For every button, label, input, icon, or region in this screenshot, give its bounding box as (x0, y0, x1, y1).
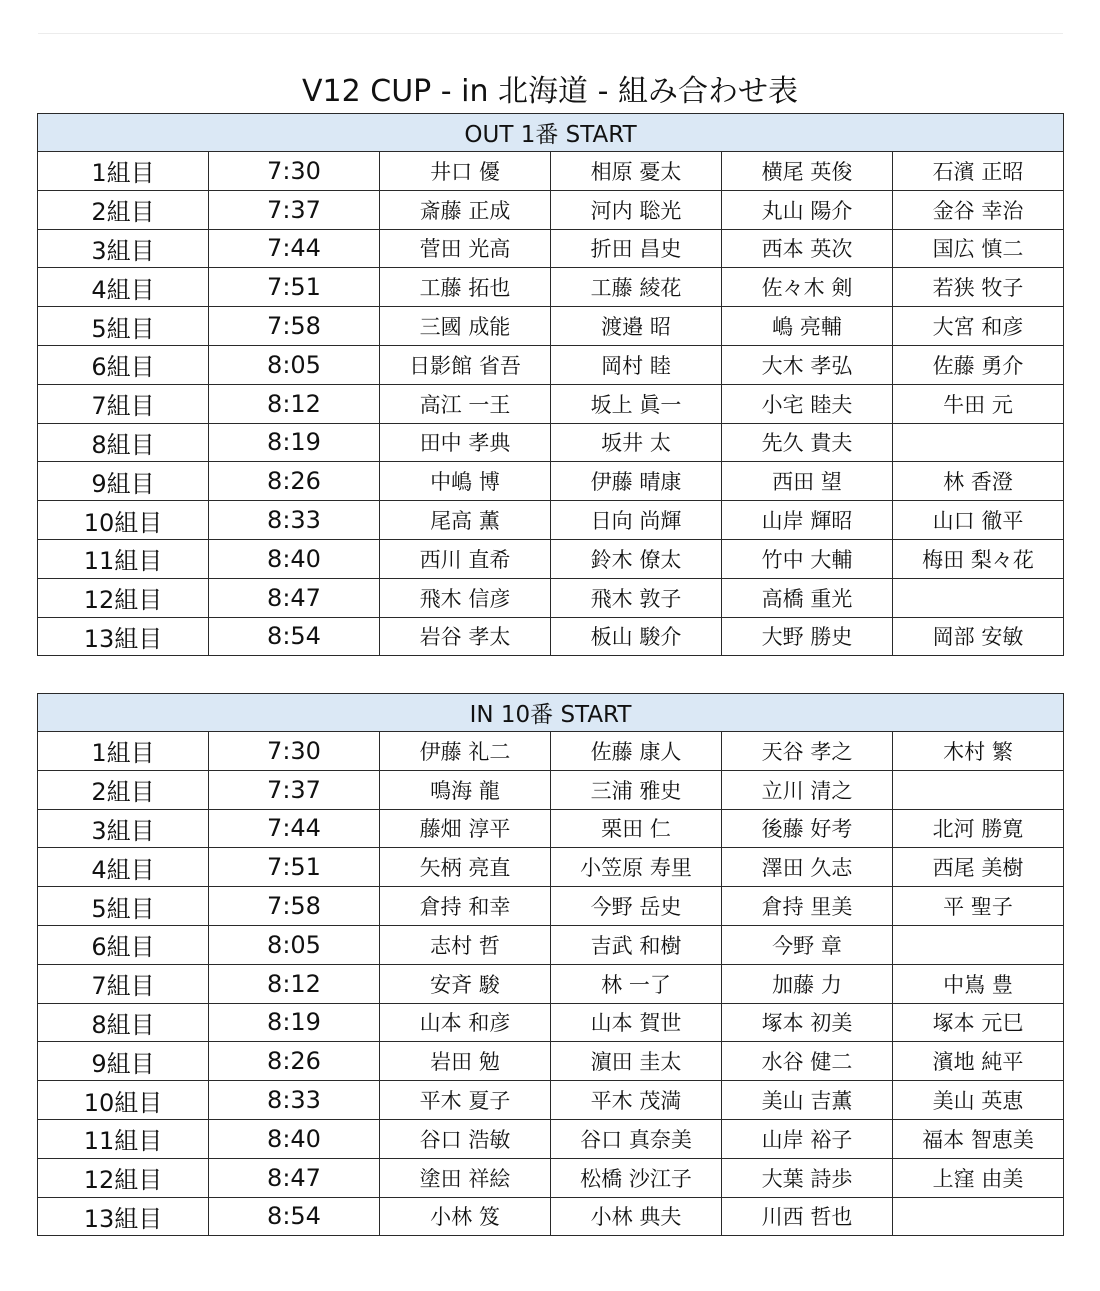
page-title: V12 CUP - in 北海道 - 組み合わせ表 (302, 74, 798, 110)
group-number: 3組目 (38, 809, 209, 848)
pairing-row (38, 1197, 1064, 1236)
player-name: 濵田 圭太 (551, 1042, 722, 1081)
player-name: 梅田 梨々花 (893, 539, 1064, 578)
player-name: 大宮 和彦 (893, 307, 1064, 346)
group-number: 3組目 (38, 229, 209, 268)
section-heading: OUT 1番 START (38, 114, 1064, 152)
player-name: 飛木 信彦 (380, 578, 551, 617)
player-name: 志村 哲 (380, 925, 551, 964)
pairing-row (38, 887, 1064, 926)
group-number: 4組目 (38, 848, 209, 887)
group-number: 6組目 (38, 925, 209, 964)
pairing-row (38, 307, 1064, 346)
player-name: 日向 尚輝 (551, 501, 722, 540)
tee-time: 7:30 (209, 152, 380, 191)
player-name: 山岸 輝昭 (722, 501, 893, 540)
player-name: 濱地 純平 (893, 1042, 1064, 1081)
player-name: 栗田 仁 (551, 809, 722, 848)
player-name: 平木 茂満 (551, 1081, 722, 1120)
player-name: 中嶋 博 (380, 462, 551, 501)
tee-time: 7:51 (209, 848, 380, 887)
group-number: 1組目 (38, 732, 209, 771)
player-name: 林 香澄 (893, 462, 1064, 501)
player-name: 吉武 和樹 (551, 925, 722, 964)
player-name: 伊藤 晴康 (551, 462, 722, 501)
player-name (893, 770, 1064, 809)
group-number: 1組目 (38, 152, 209, 191)
tee-time: 7:44 (209, 809, 380, 848)
player-name: 西本 英次 (722, 229, 893, 268)
player-name: 小笠原 寿里 (551, 848, 722, 887)
player-name: 牛田 元 (893, 384, 1064, 423)
player-name: 谷口 真奈美 (551, 1119, 722, 1158)
group-number: 11組目 (38, 539, 209, 578)
player-name: 三浦 雅史 (551, 770, 722, 809)
player-name: 飛木 敦子 (551, 578, 722, 617)
player-name: 西尾 美樹 (893, 848, 1064, 887)
group-number: 8組目 (38, 1003, 209, 1042)
player-name: 坂井 太 (551, 423, 722, 462)
pairing-row (38, 617, 1064, 656)
player-name: 岩谷 孝太 (380, 617, 551, 656)
player-name: 塚本 元巳 (893, 1003, 1064, 1042)
pairing-row (38, 462, 1064, 501)
tee-time: 7:58 (209, 307, 380, 346)
pairing-row (38, 809, 1064, 848)
player-name: 工藤 拓也 (380, 268, 551, 307)
player-name: 倉持 和幸 (380, 887, 551, 926)
player-name: 坂上 眞一 (551, 384, 722, 423)
tee-time: 8:26 (209, 1042, 380, 1081)
player-name: 松橋 沙江子 (551, 1158, 722, 1197)
pairing-row (38, 152, 1064, 191)
player-name (893, 925, 1064, 964)
tee-time: 8:33 (209, 501, 380, 540)
player-name: 澤田 久志 (722, 848, 893, 887)
pairing-row (38, 848, 1064, 887)
section-header-row (38, 694, 1064, 732)
player-name: 福本 智恵美 (893, 1119, 1064, 1158)
pairing-row (38, 1119, 1064, 1158)
tee-time: 7:37 (209, 770, 380, 809)
player-name: 鳴海 龍 (380, 770, 551, 809)
player-name: 水谷 健二 (722, 1042, 893, 1081)
player-name: 塗田 祥絵 (380, 1158, 551, 1197)
player-name: 高橋 重光 (722, 578, 893, 617)
tee-time: 8:05 (209, 345, 380, 384)
group-number: 12組目 (38, 578, 209, 617)
group-number: 13組目 (38, 617, 209, 656)
player-name: 塚本 初美 (722, 1003, 893, 1042)
player-name: 三國 成能 (380, 307, 551, 346)
player-name: 倉持 里美 (722, 887, 893, 926)
player-name: 山口 徹平 (893, 501, 1064, 540)
player-name: 相原 憂太 (551, 152, 722, 191)
tee-time: 8:54 (209, 617, 380, 656)
player-name: 菅田 光高 (380, 229, 551, 268)
pairing-row (38, 964, 1064, 1003)
player-name: 小林 典夫 (551, 1197, 722, 1236)
player-name: 山本 和彦 (380, 1003, 551, 1042)
pairing-row (38, 770, 1064, 809)
pairing-row (38, 925, 1064, 964)
player-name: 谷口 浩敏 (380, 1119, 551, 1158)
player-name: 河内 聡光 (551, 190, 722, 229)
tee-time: 7:51 (209, 268, 380, 307)
player-name: 高江 一王 (380, 384, 551, 423)
player-name (893, 423, 1064, 462)
pairing-row (38, 229, 1064, 268)
tee-time: 8:47 (209, 578, 380, 617)
player-name: 折田 昌史 (551, 229, 722, 268)
out-start-table (37, 113, 1064, 656)
group-number: 5組目 (38, 887, 209, 926)
player-name: 安斉 駿 (380, 964, 551, 1003)
player-name: 上窪 由美 (893, 1158, 1064, 1197)
group-number: 10組目 (38, 501, 209, 540)
player-name: 斎藤 正成 (380, 190, 551, 229)
player-name: 美山 英恵 (893, 1081, 1064, 1120)
player-name: 山本 賀世 (551, 1003, 722, 1042)
player-name: 平 聖子 (893, 887, 1064, 926)
pairing-row (38, 384, 1064, 423)
pairing-row (38, 345, 1064, 384)
player-name: 渡邉 昭 (551, 307, 722, 346)
player-name: 工藤 綾花 (551, 268, 722, 307)
player-name (893, 578, 1064, 617)
player-name: 矢柄 亮直 (380, 848, 551, 887)
player-name: 先久 貴夫 (722, 423, 893, 462)
group-number: 7組目 (38, 384, 209, 423)
player-name: 金谷 幸治 (893, 190, 1064, 229)
pairing-row (38, 1042, 1064, 1081)
group-number: 2組目 (38, 770, 209, 809)
player-name: 竹中 大輔 (722, 539, 893, 578)
group-number: 8組目 (38, 423, 209, 462)
player-name: 大葉 詩歩 (722, 1158, 893, 1197)
player-name: 川西 哲也 (722, 1197, 893, 1236)
group-number: 9組目 (38, 462, 209, 501)
group-number: 9組目 (38, 1042, 209, 1081)
group-number: 5組目 (38, 307, 209, 346)
player-name (893, 1197, 1064, 1236)
pairing-row (38, 1158, 1064, 1197)
group-number: 4組目 (38, 268, 209, 307)
player-name: 山岸 裕子 (722, 1119, 893, 1158)
player-name: 伊藤 礼二 (380, 732, 551, 771)
group-number: 11組目 (38, 1119, 209, 1158)
player-name: 大木 孝弘 (722, 345, 893, 384)
tee-time: 8:12 (209, 384, 380, 423)
in-start-table (37, 693, 1064, 1236)
player-name: 天谷 孝之 (722, 732, 893, 771)
player-name: 小林 笈 (380, 1197, 551, 1236)
player-name: 尾高 薫 (380, 501, 551, 540)
player-name: 田中 孝典 (380, 423, 551, 462)
pairing-row (38, 539, 1064, 578)
player-name: 小宅 睦夫 (722, 384, 893, 423)
player-name: 今野 岳史 (551, 887, 722, 926)
tee-time: 8:19 (209, 423, 380, 462)
player-name: 林 一了 (551, 964, 722, 1003)
tee-time: 8:12 (209, 964, 380, 1003)
player-name: 加藤 力 (722, 964, 893, 1003)
player-name: 木村 繁 (893, 732, 1064, 771)
player-name: 佐藤 康人 (551, 732, 722, 771)
tee-time: 8:05 (209, 925, 380, 964)
player-name: 佐藤 勇介 (893, 345, 1064, 384)
player-name: 中嶌 豊 (893, 964, 1064, 1003)
player-name: 岡村 睦 (551, 345, 722, 384)
player-name: 西川 直希 (380, 539, 551, 578)
tee-time: 8:40 (209, 1119, 380, 1158)
pairing-row (38, 423, 1064, 462)
pairing-row (38, 578, 1064, 617)
pairing-row (38, 732, 1064, 771)
tee-time: 8:47 (209, 1158, 380, 1197)
tee-time: 8:19 (209, 1003, 380, 1042)
tee-time: 8:33 (209, 1081, 380, 1120)
group-number: 12組目 (38, 1158, 209, 1197)
player-name: 井口 優 (380, 152, 551, 191)
player-name: 日影館 省吾 (380, 345, 551, 384)
player-name: 佐々木 剣 (722, 268, 893, 307)
group-number: 13組目 (38, 1197, 209, 1236)
pairing-row (38, 190, 1064, 229)
player-name: 今野 章 (722, 925, 893, 964)
pairing-row (38, 268, 1064, 307)
tee-time: 7:37 (209, 190, 380, 229)
tee-time: 7:30 (209, 732, 380, 771)
group-number: 2組目 (38, 190, 209, 229)
tee-time: 7:44 (209, 229, 380, 268)
group-number: 6組目 (38, 345, 209, 384)
player-name: 平木 夏子 (380, 1081, 551, 1120)
player-name: 石濱 正昭 (893, 152, 1064, 191)
player-name: 立川 清之 (722, 770, 893, 809)
player-name: 後藤 好考 (722, 809, 893, 848)
player-name: 板山 駿介 (551, 617, 722, 656)
tee-time: 7:58 (209, 887, 380, 926)
section-heading: IN 10番 START (38, 694, 1064, 732)
player-name: 鈴木 僚太 (551, 539, 722, 578)
pairing-row (38, 1081, 1064, 1120)
player-name: 岩田 勉 (380, 1042, 551, 1081)
player-name: 大野 勝史 (722, 617, 893, 656)
player-name: 若狭 牧子 (893, 268, 1064, 307)
player-name: 西田 望 (722, 462, 893, 501)
pairing-row (38, 1003, 1064, 1042)
player-name: 国広 慎二 (893, 229, 1064, 268)
top-divider (38, 33, 1063, 34)
tee-time: 8:54 (209, 1197, 380, 1236)
tee-time: 8:26 (209, 462, 380, 501)
player-name: 横尾 英俊 (722, 152, 893, 191)
pairing-row (38, 501, 1064, 540)
player-name: 丸山 陽介 (722, 190, 893, 229)
player-name: 藤畑 淳平 (380, 809, 551, 848)
tee-time: 8:40 (209, 539, 380, 578)
player-name: 嶋 亮輔 (722, 307, 893, 346)
group-number: 7組目 (38, 964, 209, 1003)
player-name: 美山 吉薫 (722, 1081, 893, 1120)
section-header-row (38, 114, 1064, 152)
player-name: 北河 勝寛 (893, 809, 1064, 848)
player-name: 岡部 安敏 (893, 617, 1064, 656)
group-number: 10組目 (38, 1081, 209, 1120)
